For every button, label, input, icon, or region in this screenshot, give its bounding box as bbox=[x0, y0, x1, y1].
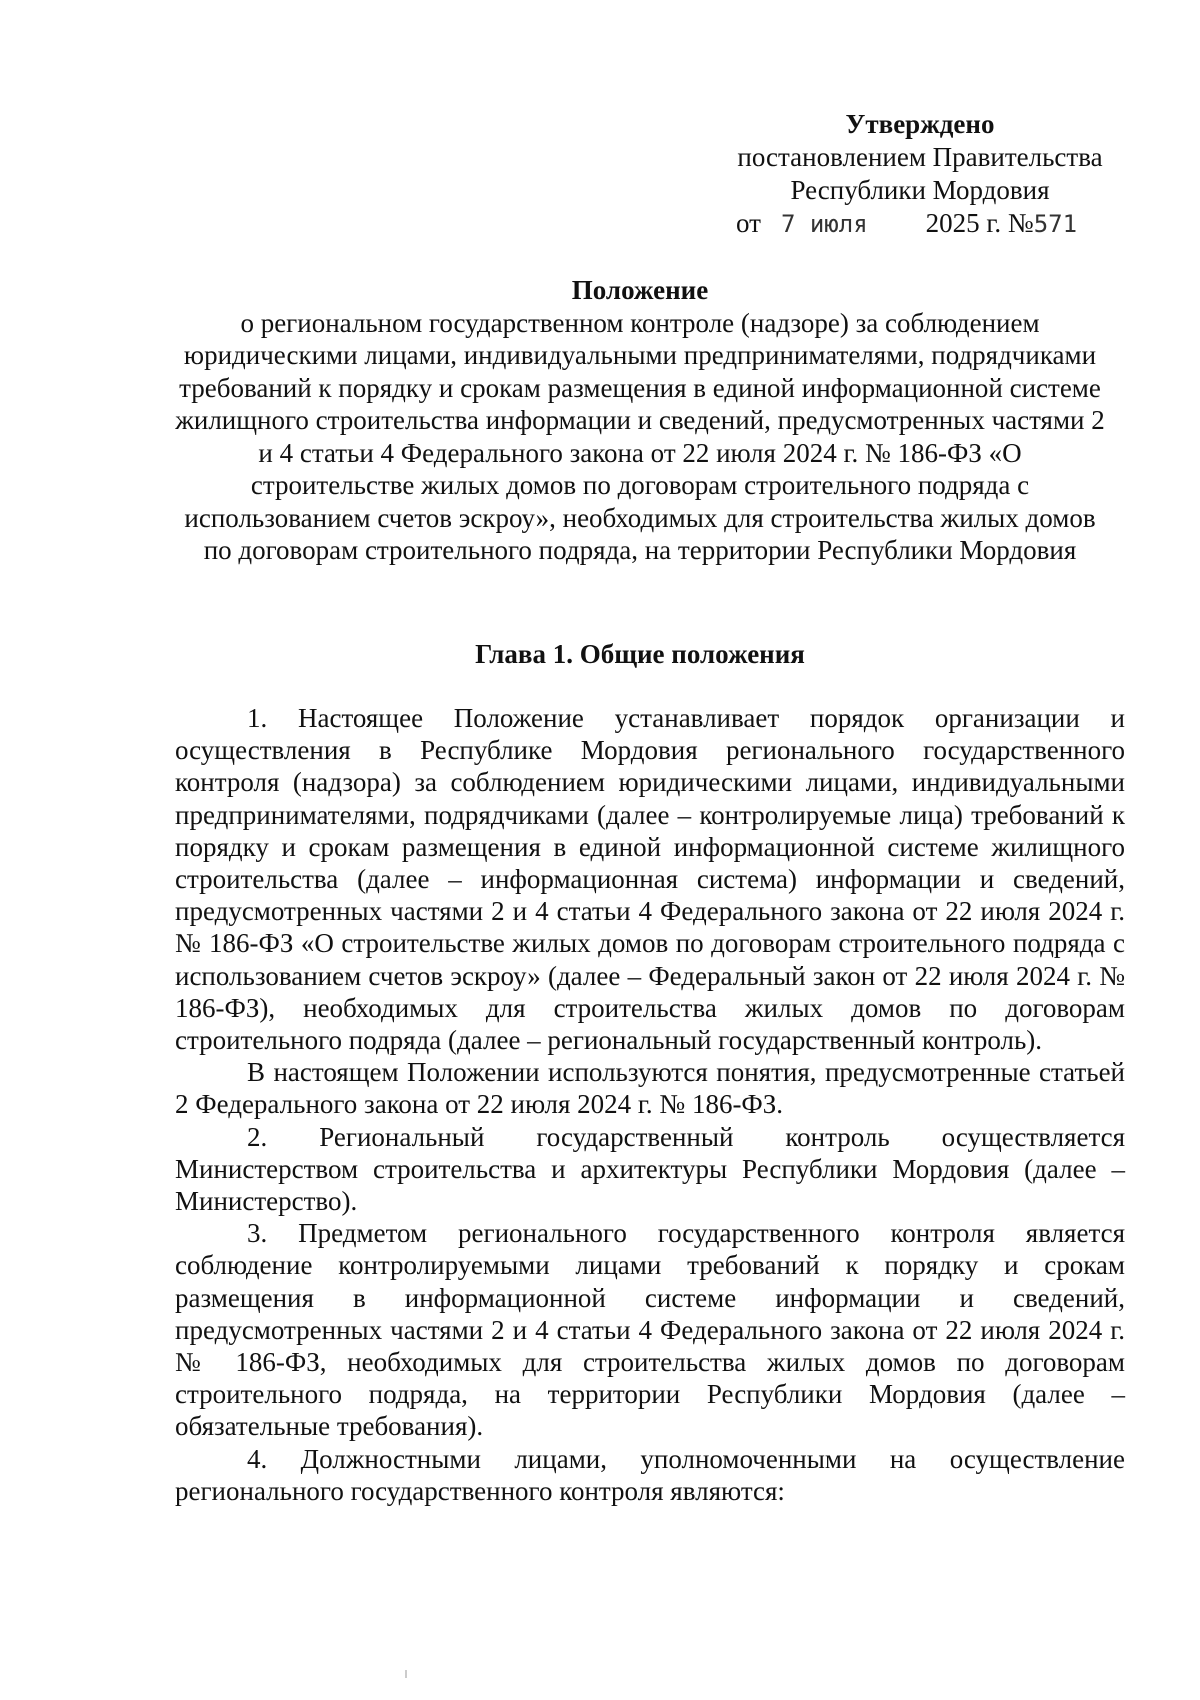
scan-artifact bbox=[405, 1670, 407, 1678]
paragraph-1-note: В настоящем Положении используются понятия, предусмотренные статьей 2 Федерального закона от 22 июля 2024 г. № 186-ФЗ. bbox=[175, 1057, 1125, 1120]
paragraph-4: 4. Должностными лицами, уполномоченными на осуществление регионального государственного контроля являются: bbox=[175, 1443, 1125, 1506]
document-body bbox=[175, 702, 1125, 1507]
date-year: 2025 г. № bbox=[925, 208, 1034, 238]
paragraph-3: 3. Предметом регионального государственного контроля является соблюдение контролируемыми лицами требований к порядку и срокам размещения в информационной системе информации и сведений, предусмотренных частями 2 и 4 статьи 4 Федерального закона от 22 июля 2024 г. № 186-ФЗ, необходимых для строительства жилых домов по договорам строительного подряда, на территории Республики Мордовия (далее – обязательные требования). bbox=[175, 1218, 1125, 1442]
date-prefix: от bbox=[736, 208, 761, 238]
paragraph-2: 2. Региональный государственный контроль осуществляется Министерством строительства и архитектуры Республики Мордовия (далее – Министерство). bbox=[175, 1121, 1125, 1217]
chapter-title: Глава 1. Общие положения bbox=[475, 639, 805, 669]
document-subtitle: о региональном государственном контроле (надзоре) за соблюдением юридическими лицами, индивидуальными предпринимателями, подрядчиками требований к порядку и срокам размещения в единой информационной системе жилищного строительства информации и сведений, предусмотренных частями 2 и 4 статьи 4 Федерального закона от 22 июля 2024 г. № 186-ФЗ «О строительстве жилых домов по договорам строительного подряда с использованием счетов эскроу», необходимых для строительства жилых домов по договорам строительного подряда, на территории Республики Мордовия bbox=[175, 307, 1105, 565]
date-day-month: 7 июля bbox=[780, 210, 868, 238]
document-title: Положение bbox=[571, 275, 709, 305]
approval-block bbox=[700, 108, 1140, 241]
document-number: 571 bbox=[1033, 210, 1078, 238]
document-heading bbox=[175, 274, 1105, 567]
approval-date-line bbox=[700, 207, 1140, 241]
paragraph-1: 1. Настоящее Положение устанавливает порядок организации и осуществления в Республике Мордовия регионального государственного контроля (надзора) за соблюдением юридическими лицами, индивидуальными предпринимателями, подрядчиками (далее – контролируемые лица) требований к порядку и срокам размещения в единой информационной системе жилищного строительства (далее – информационная система) информации и сведений, предусмотренных частями 2 и 4 статьи 4 Федерального закона от 22 июля 2024 г. № 186-ФЗ «О строительстве жилых домов по договорам строительного подряда с использованием счетов эскроу» (далее – Федеральный закон от 22 июля 2024 г. № 186-ФЗ), необходимых для строительства жилых домов по договорам строительного подряда (далее – региональный государственный контроль). bbox=[175, 703, 1125, 1056]
approval-title: Утверждено bbox=[845, 109, 995, 139]
approval-line-1: постановлением Правительства bbox=[737, 142, 1103, 172]
approval-line-2: Республики Мордовия bbox=[790, 175, 1050, 205]
